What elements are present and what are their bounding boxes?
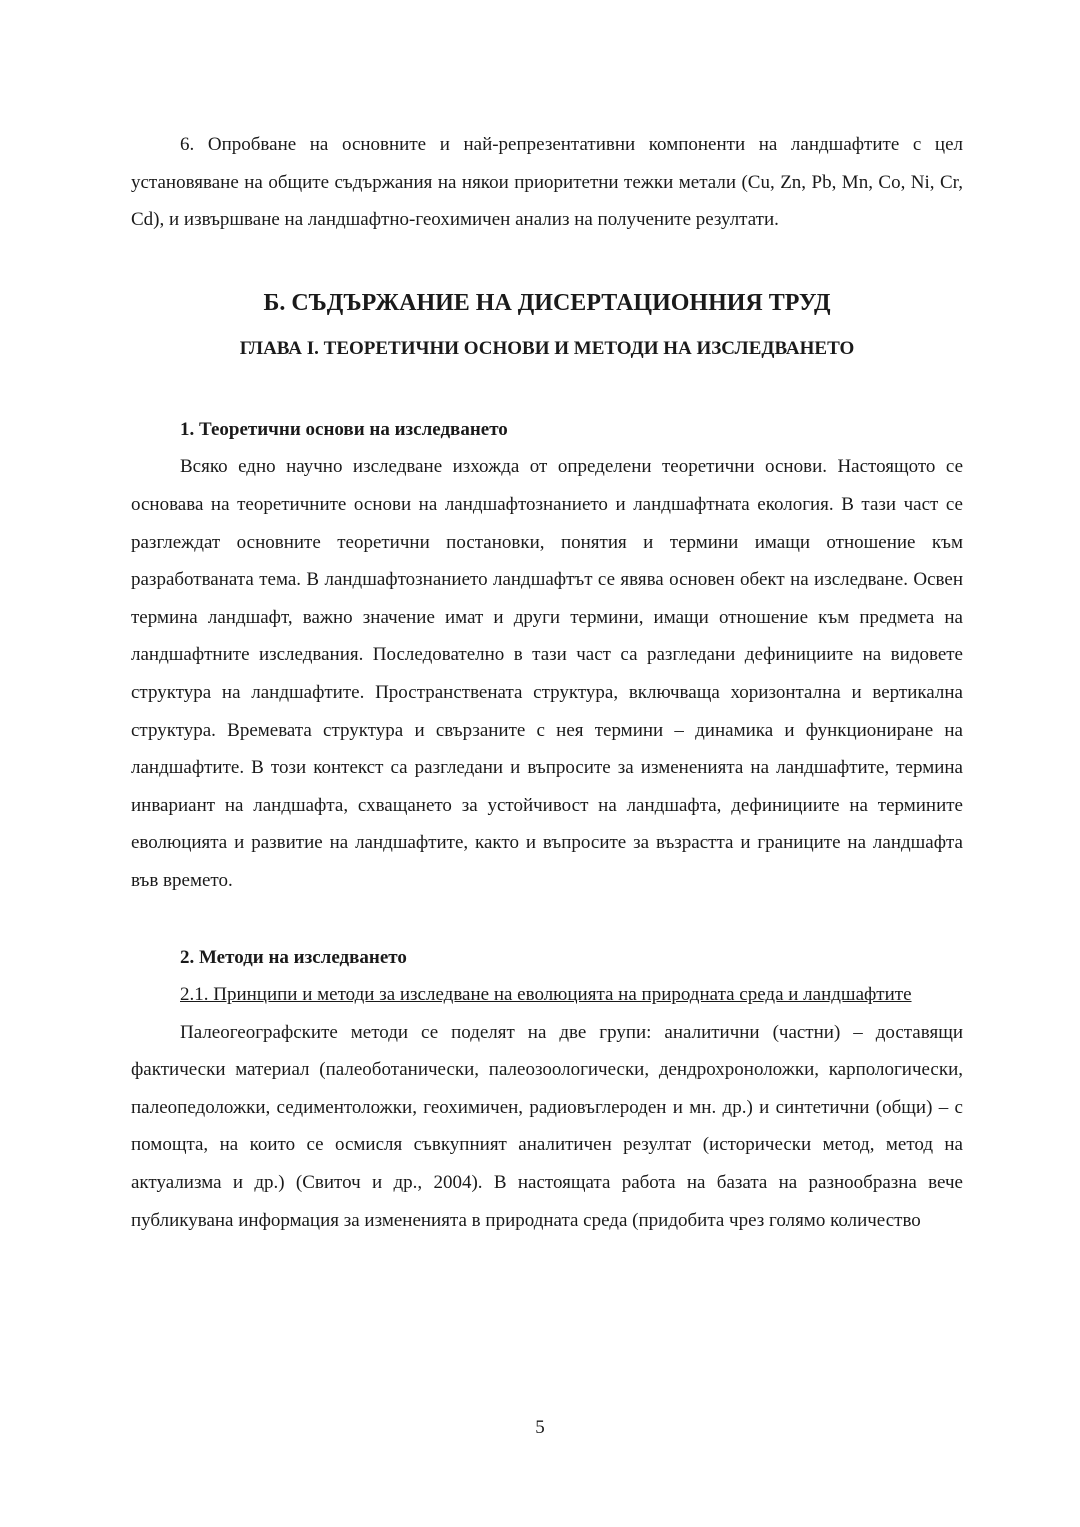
section-2-1-subheading: 2.1. Принципи и методи за изследване на еволюцията на природната среда и ландшафтите xyxy=(180,984,912,1006)
paragraph-item-6: 6. Опробване на основните и най-репрезентативни компоненти на ландшафтите с цел установяване на общите съдържания на някои приоритетни тежки метали (Cu, Zn, Pb, Mn, Co, Ni, Cr, Cd), и извършване на ландшафтно-геохимичен анализ на получените резултати. xyxy=(131,134,963,231)
section-1-body: Всяко едно научно изследване изхожда от определени теоретични основи. Настоящото се основава на теоретичните основи на ландшафтознанието и ландшафтната екология. В тази част се разглеждат основните теоретични постановки, понятия и термини имащи отношение към разработваната тема. В ландшафтознанието ландшафтът се явява основен обект на изследване. Освен термина ландшафт, важно значение имат и други термини, имащи отношение към предмета на ландшафтните изследвания. Последователно в тази част са разгледани дефинициите на видовете структура на ландшафтите. Пространствената структура, включваща хоризонтална и вертикална структура. Времевата структура и свързаните с нея термини – динамика и функциониране на ландшафтите. В този контекст са разгледани и въпросите за измененията на ландшафтите, термина инвариант на ландшафта, схващането за устойчивост на ландшафта, дефинициите на термините еволюцията и развитие на ландшафтите, както и въпросите за възрастта и границите на ландшафта във времето. xyxy=(131,456,963,891)
part-heading: Б. СЪДЪРЖАНИЕ НА ДИСЕРТАЦИОННИЯ ТРУД xyxy=(263,289,831,316)
section-2-body: Палеогеографските методи се поделят на две групи: аналитични (частни) – доставящи фактически материал (палеоботанически, палеозоологически, дендрохроноложки, карпологически, палеопедоложки, седиментоложки, геохимичен, радиовъглероден и мн. др.) и синтетични (общи) – с помощта, на които се осмисля съвкупният аналитичен резултат (исторически метод, метод на актуализма и др.) (Свиточ и др., 2004). В настоящата работа на базата на разнообразна вече публикувана информация за измененията в природната среда (придобита чрез голямо количество xyxy=(131,1021,963,1231)
document-page xyxy=(131,126,963,1239)
page-number: 5 xyxy=(535,1417,545,1438)
section-1-heading: 1. Теоретични основи на изследването xyxy=(180,418,508,440)
chapter-heading: ГЛАВА І. ТЕОРЕТИЧНИ ОСНОВИ И МЕТОДИ НА ИЗСЛЕДВАНЕТО xyxy=(239,337,855,359)
section-2-heading: 2. Методи на изследването xyxy=(180,946,407,968)
